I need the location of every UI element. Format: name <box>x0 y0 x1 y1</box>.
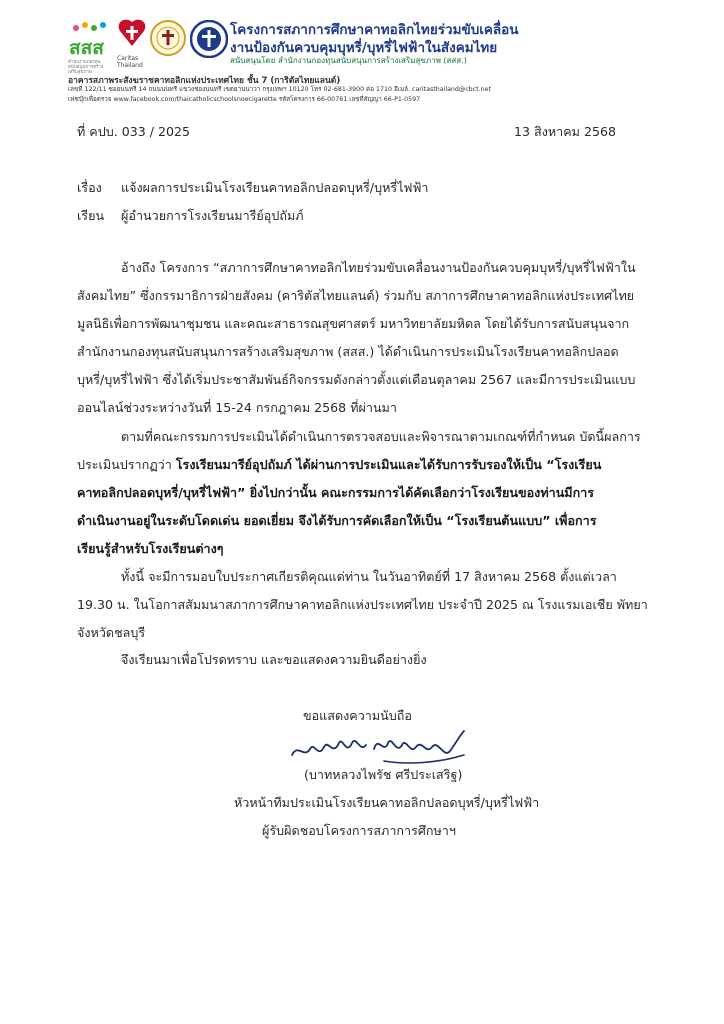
letter-date: 13 สิงหาคม 2568 <box>514 124 617 139</box>
body-bold-text: เรียนรู้สำหรับโรงเรียนต่างๆ <box>77 541 224 556</box>
closing-phrase: ขอแสดงความนับถือ <box>303 708 412 723</box>
handwritten-signature <box>288 725 468 770</box>
caritas-label: Caritas <box>117 55 139 62</box>
ssss-logo <box>68 20 112 64</box>
body-line: สังคมไทย” ซึ่งกรรมาธิการฝ่ายสังคม (คาริตัสไทยแลนด์) ร่วมกับ สภาการศึกษาคาทอลิกแห่งประเทศไทย <box>77 288 635 303</box>
org-sponsor-line: สนับสนุนโดย สำนักงานกองทุนสนับสนุนการสร้างเสริมสุขภาพ (สสส.) <box>230 56 467 65</box>
signer-position: หัวหน้าทีมประเมินโรงเรียนคาทอลิกปลอดบุหรี่/บุหรี่ไฟฟ้า <box>234 795 540 810</box>
subject-label: เรื่อง <box>77 180 102 195</box>
reference-number: ที่ คปบ. 033 / 2025 <box>77 124 191 139</box>
body-text: ประเมินปรากฏว่า <box>77 457 176 472</box>
body-bold-text: คาทอลิกปลอดบุหรี่/บุหรี่ไฟฟ้า” ยิ่งไปกว่านั้น คณะกรรมการได้คัดเลือกว่าโรงเรียนของท่านมีการ <box>77 485 595 500</box>
address-line1: อาคารสภาพระสังฆราชคาทอลิกแห่งประเทศไทย ชั้น 7 (การิตัสไทยแลนด์) <box>68 76 341 86</box>
body-line: สำนักงานกองทุนสนับสนุนการสร้างเสริมสุขภาพ (สสส.) ได้ดำเนินการประเมินโรงเรียนคาทอลิกปลอด <box>77 344 619 359</box>
body-line: อ้างถึง โครงการ “สภาการศึกษาคาทอลิกไทยร่วมขับเคลื่อนงานป้องกันควบคุมบุหรี่/บุหรี่ไฟฟ้าใน <box>121 260 636 275</box>
recipient-text: ผู้อำนวยการโรงเรียนมารีย์อุปถัมภ์ <box>121 208 304 223</box>
caritas-label-country: Thailand <box>117 62 143 69</box>
address-line3: เฟซบุ๊กเพื่อตรวจ www.facebook.com/thaicatholicschoolsnoecigarette รหัสโครงการ 66-00761 เลขที่สัญญา 66-P1-0597 <box>68 96 421 103</box>
body-line: บุหรี่/บุหรี่ไฟฟ้า ซึ่งได้เริ่มประชาสัมพันธ์กิจกรรมดังกล่าวตั้งแต่เดือนตุลาคม 2567 และมีการประเมินแบบ <box>77 372 636 387</box>
body-line-bold <box>77 511 597 531</box>
org-title-line2: งานป้องกันควบคุมบุหรี่/บุหรี่ไฟฟ้าในสังคมไทย <box>230 40 498 56</box>
body-bold-text: ดำเนินงานอยู่ในระดับโดดเด่น ยอดเยี่ยม จึงได้รับการคัดเลือกให้เป็น “โรงเรียนต้นแบบ” เพื่อการ <box>77 513 597 528</box>
ssss-logo-text: สสส <box>69 37 104 59</box>
ssss-logo-subtitle: สำนักงานกองทุนสนับสนุนการสร้างเสริมสุขภาพ <box>68 60 104 75</box>
address-line2: เลขที่ 122/11 ซอยนนทรี 14 ถนนนนทรี แขวงช่องนนทรี เขตยานนาวา กรุงเทพฯ 10120 โทร 02-681-3900 ต่อ 1710 อีเมล์. caritasthailand@cbct.net <box>68 86 491 93</box>
body-line-bold <box>77 483 594 503</box>
body-line: จังหวัดชลบุรี <box>77 625 146 640</box>
seal-logo <box>150 20 186 56</box>
recipient-label: เรียน <box>77 208 105 223</box>
catholic-education-council-logo <box>190 20 228 58</box>
body-line: ตามที่คณะกรรมการประเมินได้ดำเนินการตรวจสอบและพิจารณาตามเกณฑ์ที่กำหนด บัดนี้ผลการ <box>121 429 641 444</box>
subject-text: แจ้งผลการประเมินโรงเรียนคาทอลิกปลอดบุหรี่/บุหรี่ไฟฟ้า <box>121 180 429 195</box>
org-title-line1: โครงการสภาการศึกษาคาทอลิกไทยร่วมขับเคลื่อน <box>230 22 519 38</box>
body-line: มูลนิธิเพื่อการพัฒนาชุมชน และคณะสาธารณสุขศาสตร์ มหาวิทยาลัยมหิดล โดยได้รับการสนับสนุนจาก <box>77 316 630 331</box>
body-line-bold <box>77 539 224 559</box>
body-line: 19.30 น. ในโอกาสสัมมนาสภาการศึกษาคาทอลิกแห่งประเทศไทย ประจำปี 2025 ณ โรงแรมเอเชีย พัทยา <box>77 597 648 612</box>
body-line: ออนไลน์ช่วงระหว่างวันที่ 15-24 กรกฎาคม 2568 ที่ผ่านมา <box>77 400 397 415</box>
body-bold-text: โรงเรียนมารีย์อุปถัมภ์ ได้ผ่านการประเมินและได้รับการรับรองให้เป็น “โรงเรียน <box>175 457 602 472</box>
body-line: ทั้งนี้ จะมีการมอบใบประกาศเกียรติคุณแด่ท่าน ในวันอาทิตย์ที่ 17 สิงหาคม 2568 ตั้งแต่เวลา <box>121 569 617 584</box>
signer-name: (บาทหลวงไพรัช ศรีประเสริฐ) <box>304 767 463 782</box>
signer-responsibility: ผู้รับผิดชอบโครงการสภาการศึกษาฯ <box>262 823 456 838</box>
body-line: จึงเรียนมาเพื่อโปรดทราบ และขอแสดงความยินดีอย่างยิ่ง <box>121 652 427 667</box>
body-line <box>77 455 601 475</box>
